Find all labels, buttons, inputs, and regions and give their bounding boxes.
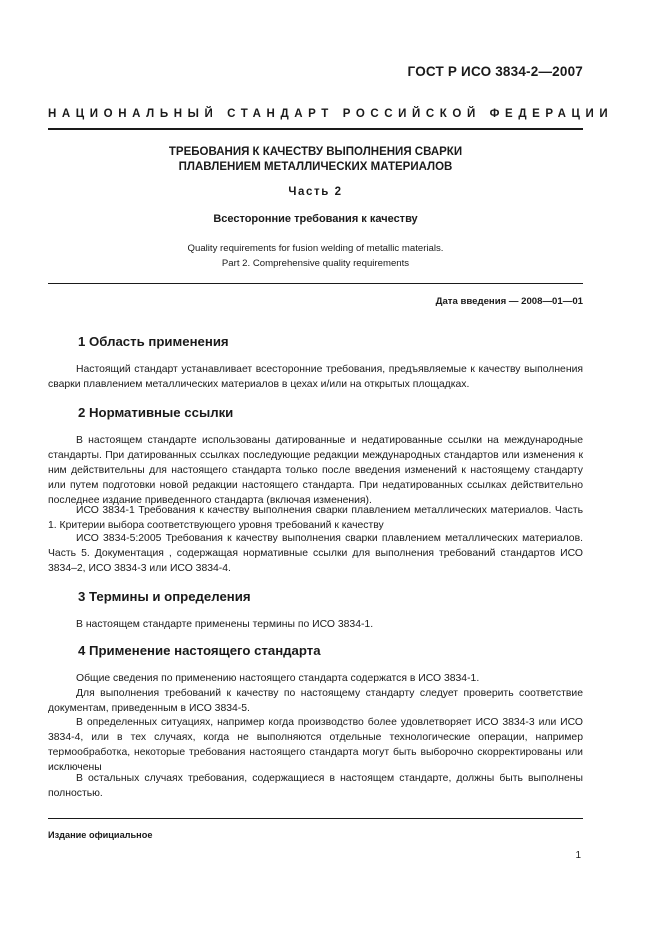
edition-label: Издание официальное bbox=[48, 830, 153, 840]
header-divider bbox=[48, 128, 583, 130]
page-number: 1 bbox=[575, 850, 581, 861]
section-1-heading: 1 Область применения bbox=[78, 334, 229, 349]
section-4-paragraph-4: В остальных случаях требования, содержащиеся в настоящем стандарте, должны быть выполнены полностью. bbox=[48, 773, 583, 799]
introduction-date: Дата введения — 2008—01—01 bbox=[435, 296, 583, 307]
footer-divider bbox=[48, 818, 583, 819]
section-1-paragraph-1: Настоящий стандарт устанавливает всесторонние требования, предъявляемые к качеству выполнения сварки плавлением металлических материалов в цехах и/или на открытых площадках. bbox=[48, 364, 583, 390]
section-3-heading: 3 Термины и определения bbox=[78, 589, 251, 604]
english-title-line-1: Quality requirements for fusion welding of metallic materials. bbox=[187, 243, 444, 254]
section-2-heading: 2 Нормативные ссылки bbox=[78, 405, 234, 420]
section-3-paragraph-1: В настоящем стандарте применены термины по ИСО 3834-1. bbox=[76, 619, 374, 630]
section-4-heading: 4 Применение настоящего стандарта bbox=[78, 643, 321, 658]
section-4-paragraph-1: Общие сведения по применению настоящего стандарта содержатся в ИСО 3834-1. bbox=[76, 673, 480, 684]
part-label: Часть 2 bbox=[288, 186, 343, 198]
document-subtitle: Всесторонние требования к качеству bbox=[213, 213, 418, 225]
national-standard-banner: НАЦИОНАЛЬНЫЙ СТАНДАРТ РОССИЙСКОЙ ФЕДЕРАЦИИ bbox=[48, 108, 614, 120]
section-4-paragraph-3: В определенных ситуациях, например когда производство более удовлетворяет ИСО 3834-3 или ИСО 3834-4, или в тех случаях, когда не выполняются отдельные технологические операции, например термообработка, некоторые требования настоящего стандарта могут быть выборочно скорректированы или исключены bbox=[48, 717, 583, 773]
section-2-paragraph-1: В настоящем стандарте использованы датированные и недатированные ссылки на международные стандарты. При датированных ссылках последующие редакции международных стандартов или изменения к ним действительны для настоящего стандарта только после введения изменений к настоящему стандарту или путем подготовки новой редакции настоящего стандарта. При недатированных ссылках действительно последнее издание приведенного стандарта (включая изменения). bbox=[48, 435, 583, 506]
english-title-line-2: Part 2. Comprehensive quality requirements bbox=[221, 258, 410, 269]
title-line-2: ПЛАВЛЕНИЕМ МЕТАЛЛИЧЕСКИХ МАТЕРИАЛОВ bbox=[178, 161, 453, 173]
section-2-paragraph-3: ИСО 3834-5:2005 Требования к качеству выполнения сварки плавлением металлических материалов. Часть 5. Документация , содержащая нормативные ссылки для выполнения требований стандартов ИСО 3834–2, ИСО 3834-3 или ИСО 3834-4. bbox=[48, 533, 583, 574]
document-title bbox=[48, 145, 583, 175]
section-2-paragraph-2: ИСО 3834-1 Требования к качеству выполнения сварки плавлением металлических материалов. Часть 1. Критерии выбора соответствующего уровня требований к качеству bbox=[48, 505, 583, 531]
document-code: ГОСТ Р ИСО 3834-2—2007 bbox=[407, 64, 583, 79]
section-4-paragraph-2: Для выполнения требований к качеству по настоящему стандарту следует проверить соответствие документам, приведенным в ИСО 3834-5. bbox=[48, 688, 583, 714]
title-divider bbox=[48, 283, 583, 284]
english-title bbox=[48, 241, 583, 271]
title-line-1: ТРЕБОВАНИЯ К КАЧЕСТВУ ВЫПОЛНЕНИЯ СВАРКИ bbox=[168, 146, 463, 158]
